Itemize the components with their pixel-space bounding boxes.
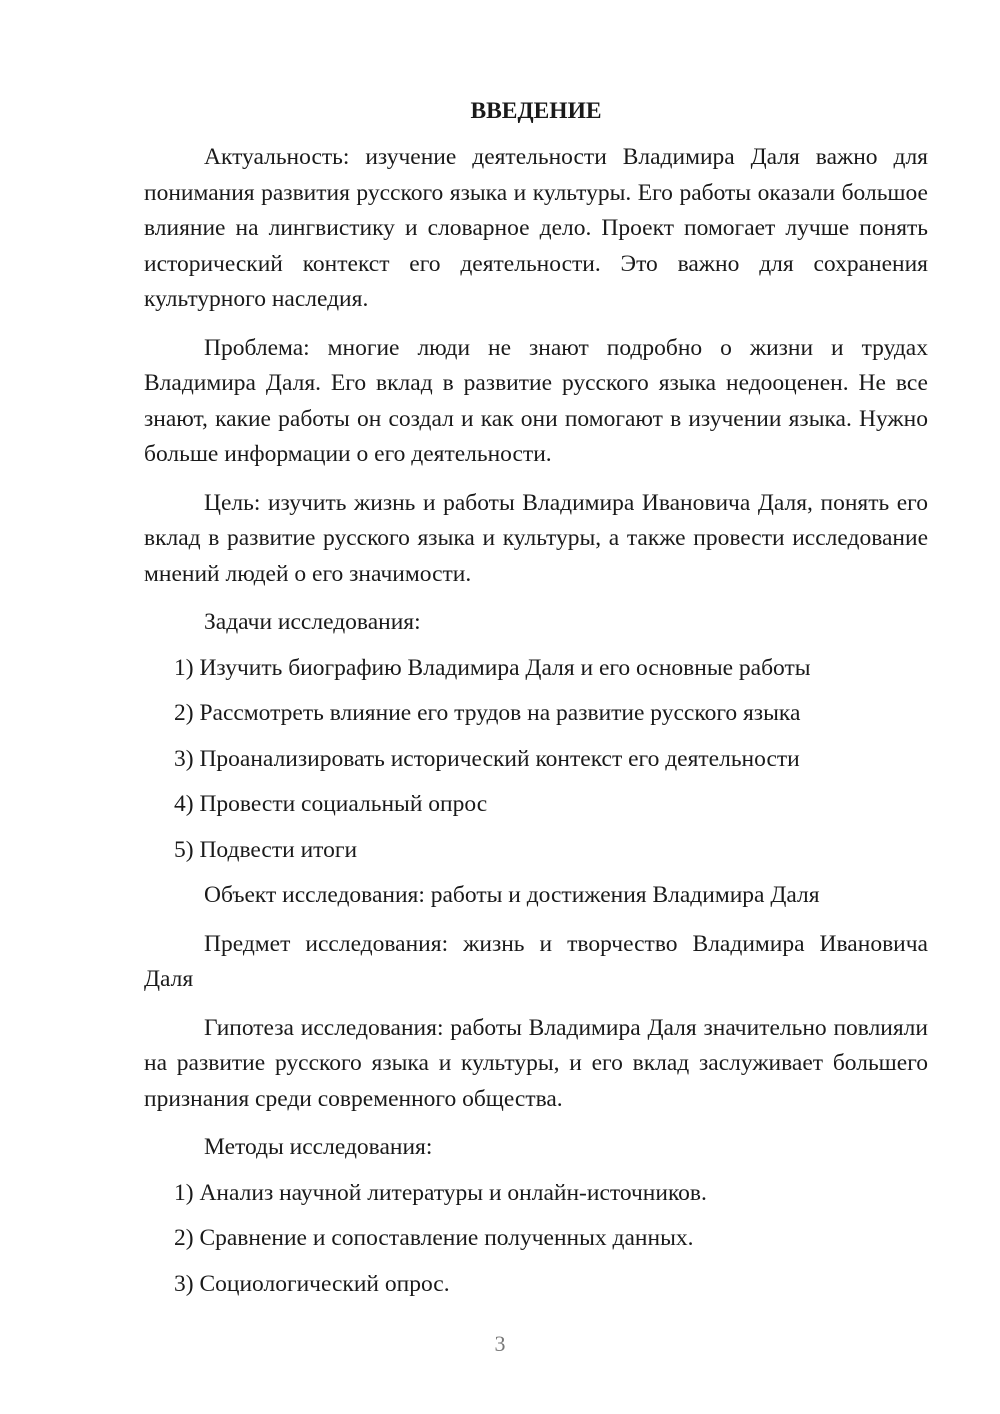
problem-paragraph: Проблема: многие люди не знают подробно о жизни и трудах Владимира Даля. Его вклад в развитие русского языка недооценен. Не все знают, какие работы он создал и как они помогают в изучении языка. Нужно больше информации о его деятельности.: [144, 334, 928, 467]
task-item: 1) Изучить биографию Владимира Даля и его основные работы: [174, 654, 811, 681]
task-item: 2) Рассмотреть влияние его трудов на развитие русского языка: [174, 700, 801, 726]
task-item: 5) Подвести итоги: [174, 836, 358, 863]
page-number: 3: [494, 1331, 506, 1356]
goal-paragraph: Цель: изучить жизнь и работы Владимира Ивановича Даля, понять его вклад в развитие русского языка и культуры, а также провести исследование мнений людей о его значимости.: [144, 489, 928, 587]
task-item: 4) Провести социальный опрос: [174, 791, 488, 817]
relevance-paragraph: Актуальность: изучение деятельности Владимира Даля важно для понимания развития русского языка и культуры. Его работы оказали большое влияние на лингвистику и словарное дело. Проект помогает лучше понять исторический контекст его деятельности. Это важно для сохранения культурного наследия.: [144, 144, 928, 312]
page-content: [144, 96, 928, 1312]
methods-list: [144, 1176, 928, 1303]
methods-heading: Методы исследования:: [204, 1134, 433, 1160]
section-title: ВВЕДЕНИЕ: [470, 98, 602, 124]
object-paragraph: Объект исследования: работы и достижения Владимира Даля: [204, 882, 820, 908]
method-item: 2) Сравнение и сопоставление полученных данных.: [174, 1225, 694, 1251]
tasks-heading: Задачи исследования:: [204, 609, 421, 635]
hypothesis-paragraph: Гипотеза исследования: работы Владимира Даля значительно повлияли на развитие русского языка и культуры, и его вклад заслуживает большего признания среди современного общества.: [144, 1014, 928, 1112]
method-item: 1) Анализ научной литературы и онлайн-источников.: [174, 1179, 707, 1206]
tasks-list: [144, 651, 928, 869]
method-item: 3) Социологический опрос.: [174, 1270, 450, 1297]
task-item: 3) Проанализировать исторический контекст его деятельности: [174, 745, 800, 772]
subject-paragraph: Предмет исследования: жизнь и творчество Владимира Ивановича Даля: [144, 930, 928, 992]
